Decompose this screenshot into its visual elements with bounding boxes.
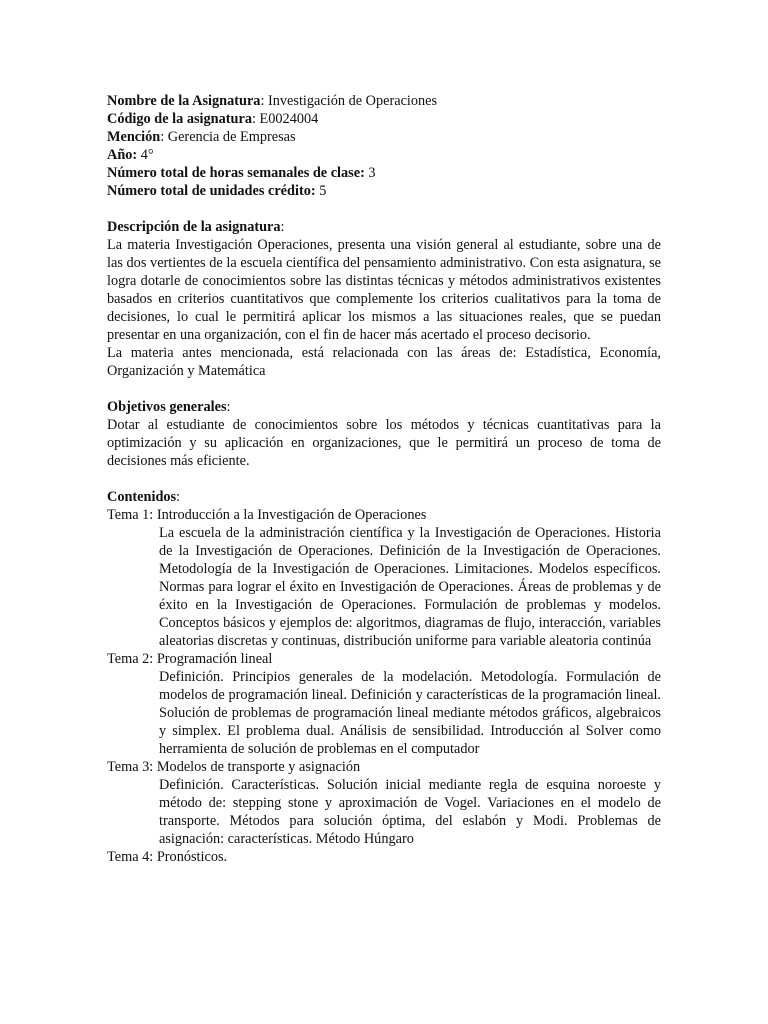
course-code-value: E0024004 [259,111,319,127]
course-name-row: Nombre de la Asignatura: Investigación de Operaciones [107,93,438,109]
description-heading: Descripción de la asignatura: [107,219,285,235]
description-paragraph-2: La materia antes mencionada, está relacionada con las áreas de: Estadística, Economía, Organización y Matemática [107,345,661,379]
topic-3 [107,758,661,848]
credits-label: Número total de unidades crédito: [107,183,316,199]
course-name-label: Nombre de la Asignatura [107,93,261,109]
spacer [107,470,661,488]
contents-section [107,488,661,866]
topic-3-body: Definición. Características. Solución inicial mediante regla de esquina noroeste y método de: stepping stone y aproximación de Vogel. Variaciones en el modelo de transporte. Métodos para solución óptima, del eslabón y Modi. Problemas de asignación: características. Método Húngaro [159,777,661,847]
mention-label: Mención [107,129,161,145]
topic-3-title: Modelos de transporte y asignación [156,759,361,775]
course-name-value: Investigación de Operaciones [267,93,438,109]
mention-value: Gerencia de Empresas [167,129,296,145]
spacer [107,200,661,218]
mention-row: Mención: Gerencia de Empresas [107,129,296,145]
course-code-label: Código de la asignatura [107,111,252,127]
topic-1-heading: Tema 1: Introducción a la Investigación de Operaciones [107,507,427,523]
topic-4-title: Pronósticos. [156,849,228,865]
description-section [107,218,661,380]
contents-heading: Contenidos: [107,489,181,505]
topic-2-heading: Tema 2: Programación lineal [107,651,273,667]
year-row [107,146,661,164]
description-paragraph-1: La materia Investigación Operaciones, presenta una visión general al estudiante, sobre una de las dos vertientes de la escuela científica del pensamiento administrativo. Con esta asignatura, se logra dotarle de conocimientos sobre las distintas técnicas y métodos administrativos existentes basados en criterios cuantitativos que complemente los criterios cualitativos para la toma de decisiones, lo cual le permitirá aplicar los mismos a las situaciones reales, que se puedan presentar en una organización, con el fin de hacer más acertado el proceso decisorio. [107,237,661,343]
hours-label: Número total de horas semanales de clase: [107,165,365,181]
course-info [107,92,661,200]
credits-row [107,182,661,200]
year-value: 4° [140,147,154,163]
topic-4-heading: Tema 4: Pronósticos. [107,849,228,865]
document-content [107,92,661,866]
hours-value: 3 [368,165,376,181]
topic-2-title: Programación lineal [156,651,273,667]
objectives-section [107,398,661,470]
spacer [107,380,661,398]
topic-1-title: Introducción a la Investigación de Operaciones [156,507,427,523]
topic-1 [107,506,661,650]
objectives-heading: Objetivos generales: [107,399,231,415]
topic-3-heading: Tema 3: Modelos de transporte y asignación [107,759,361,775]
objectives-paragraph: Dotar al estudiante de conocimientos sobre los métodos y técnicas cuantitativas para la optimización y su aplicación en organizaciones, que le permitirá un proceso de toma de decisiones más eficiente. [107,417,661,469]
credits-value: 5 [319,183,327,199]
topic-1-body: La escuela de la administración científica y la Investigación de Operaciones. Historia de la Investigación de Operaciones. Definición de la Investigación de Operaciones. Metodología de la Investigación de Operaciones. Limitaciones. Modelos específicos. Normas para lograr el éxito en Investigación de Operaciones. Áreas de problemas y de éxito en la Investigación de Operaciones. Formulación de problemas y modelos. Conceptos básicos y ejemplos de: algoritmos, diagramas de flujo, interacción, variables aleatorias discretas y continuas, distribución uniforme para variable aleatoria continúa [159,525,661,649]
year-label: Año: [107,147,138,163]
hours-row [107,164,661,182]
course-code-row: Código de la asignatura: E0024004 [107,111,319,127]
topic-4 [107,848,661,866]
topic-2-body: Definición. Principios generales de la modelación. Metodología. Formulación de modelos de programación lineal. Definición y características de la programación lineal. Solución de problemas de programación lineal mediante métodos gráficos, algebraicos y simplex. El problema dual. Análisis de sensibilidad. Introducción al Solver como herramienta de solución de problemas en el computador [159,669,661,757]
topic-2 [107,650,661,758]
